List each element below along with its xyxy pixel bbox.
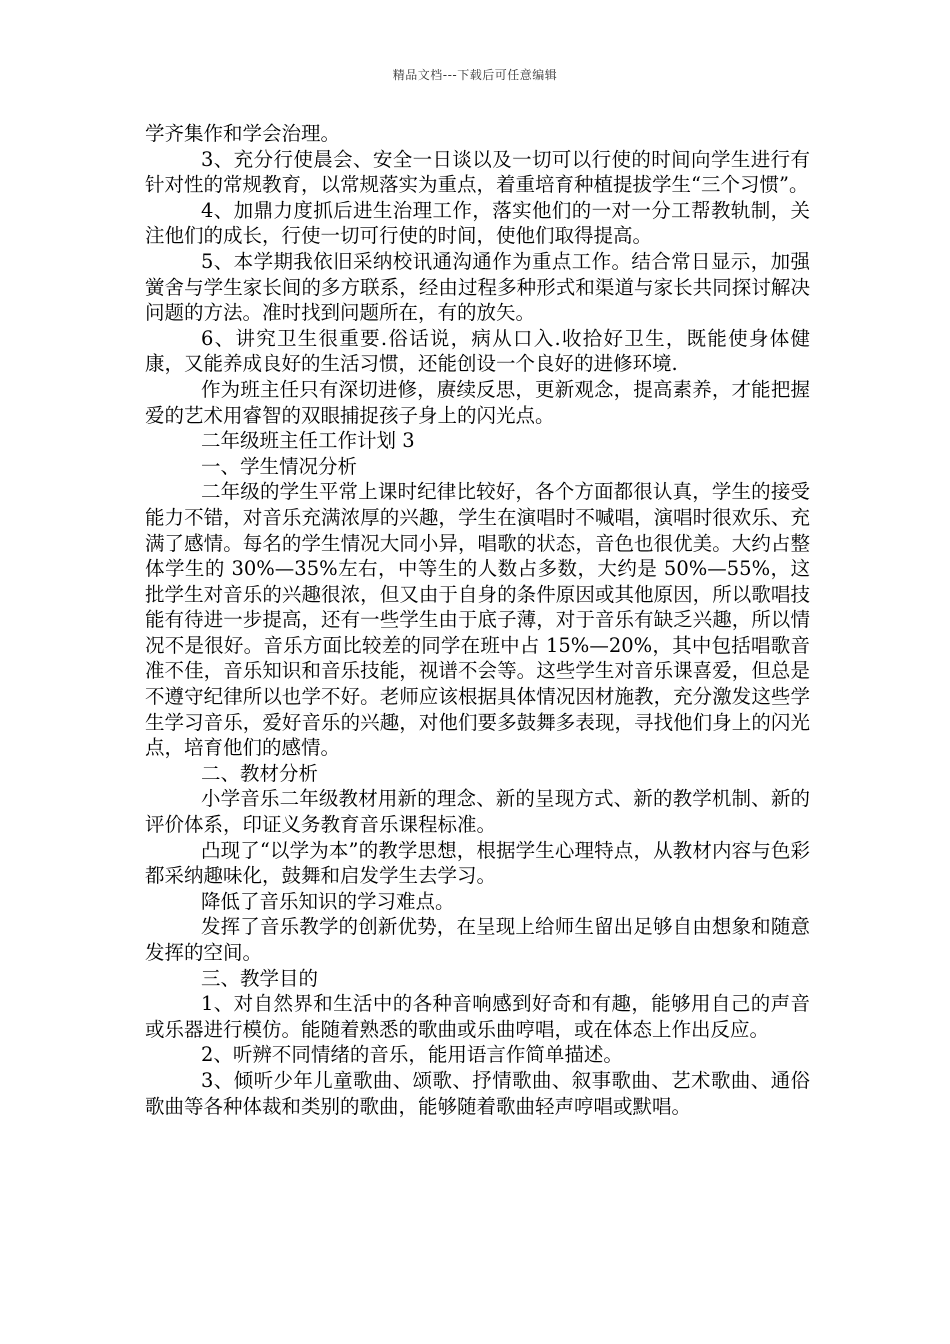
paragraph: 作为班主任只有深切进修，赓续反思，更新观念，提高素养，才能把握爱的艺术用睿智的双眼捕捉孩子身上的闪光点。 (145, 377, 810, 427)
page-header: 精品文档---下载后可任意编辑 (392, 68, 558, 82)
paragraph: 降低了音乐知识的学习难点。 (201, 889, 455, 913)
paragraph: 小学音乐二年级教材用新的理念、新的呈现方式、新的教学机制、新的评价体系，印证义务教育音乐课程标准。 (145, 787, 810, 837)
paragraph: 凸现了“以学为本”的教学思想，根据学生心理特点，从教材内容与色彩都采纳趣味化，鼓舞和启发学生去学习。 (145, 838, 810, 888)
document-body (145, 121, 810, 1119)
paragraph: 二、教材分析 (201, 761, 319, 785)
paragraph: 二年级班主任工作计划 3 (201, 429, 415, 453)
paragraph: 1、对自然界和生活中的各种音响感到好奇和有趣，能够用自己的声音或乐器进行模仿。能随着熟悉的歌曲或乐曲哼唱，或在体态上作出反应。 (145, 992, 810, 1041)
paragraph: 学齐集作和学会治理。 (145, 122, 341, 145)
paragraph: 6、讲究卫生很重要.俗话说，病从口入.收拾好卫生，既能使身体健康，又能养成良好的生活习惯，还能创设一个良好的进修环境. (145, 326, 810, 376)
paragraph: 3、充分行使晨会、安全一日谈以及一切可以行使的时间向学生进行有针对性的常规教育，以常规落实为重点，着重培育种植提拔学生“三个习惯”。 (145, 147, 810, 197)
paragraph: 三、教学目的 (201, 966, 319, 990)
paragraph: 一、学生情况分析 (201, 454, 358, 478)
paragraph: 发挥了音乐教学的创新优势，在呈现上给师生留出足够自由想象和随意发挥的空间。 (145, 915, 810, 964)
paragraph: 5、本学期我依旧采纳校讯通沟通作为重点工作。结合常日显示，加强黉舍与学生家长间的多方联系，经由过程多种形式和渠道与家长共同探讨解决问题的方法。准时找到问题所在，有的放矢。 (145, 249, 810, 325)
paragraph: 3、倾听少年儿童歌曲、颂歌、抒情歌曲、叙事歌曲、艺术歌曲、通俗歌曲等各种体裁和类别的歌曲，能够随着歌曲轻声哼唱或默唱。 (145, 1068, 810, 1118)
paragraph: 2、听辨不同情绪的音乐，能用语言作简单描述。 (201, 1043, 623, 1067)
paragraph: 4、加鼎力度抓后进生治理工作，落实他们的一对一分工帮教轨制，关注他们的成长，行使一切可行使的时间，使他们取得提高。 (145, 198, 810, 248)
paragraph: 二年级的学生平常上课时纪律比较好，各个方面都很认真，学生的接受能力不错，对音乐充满浓厚的兴趣，学生在演唱时不喊唱，演唱时很欢乐、充满了感情。每名的学生情况大同小异，唱歌的状态，音色也很优美。大约占整体学生的 30%—35%左右，中等生的人数占多数，大约是 50%—55%，这批学生对音乐的兴趣很浓，但又由于自身的条件原因或其他原因，所以歌唱技能有待进一步提高，还有一些学生由于底子薄，对于音乐有缺乏兴趣，所以情况不是很好。音乐方面比较差的同学在班中占 15%—20%，其中包括唱歌音准不佳，音乐知识和音乐技能，视谱不会等。这些学生对音乐课喜爱，但总是不遵守纪律所以也学不好。老师应该根据具体情况因材施教，充分激发这些学生学习音乐，爱好音乐的兴趣，对他们要多鼓舞多表现，寻找他们身上的闪光点，培育他们的感情。 (145, 480, 810, 760)
